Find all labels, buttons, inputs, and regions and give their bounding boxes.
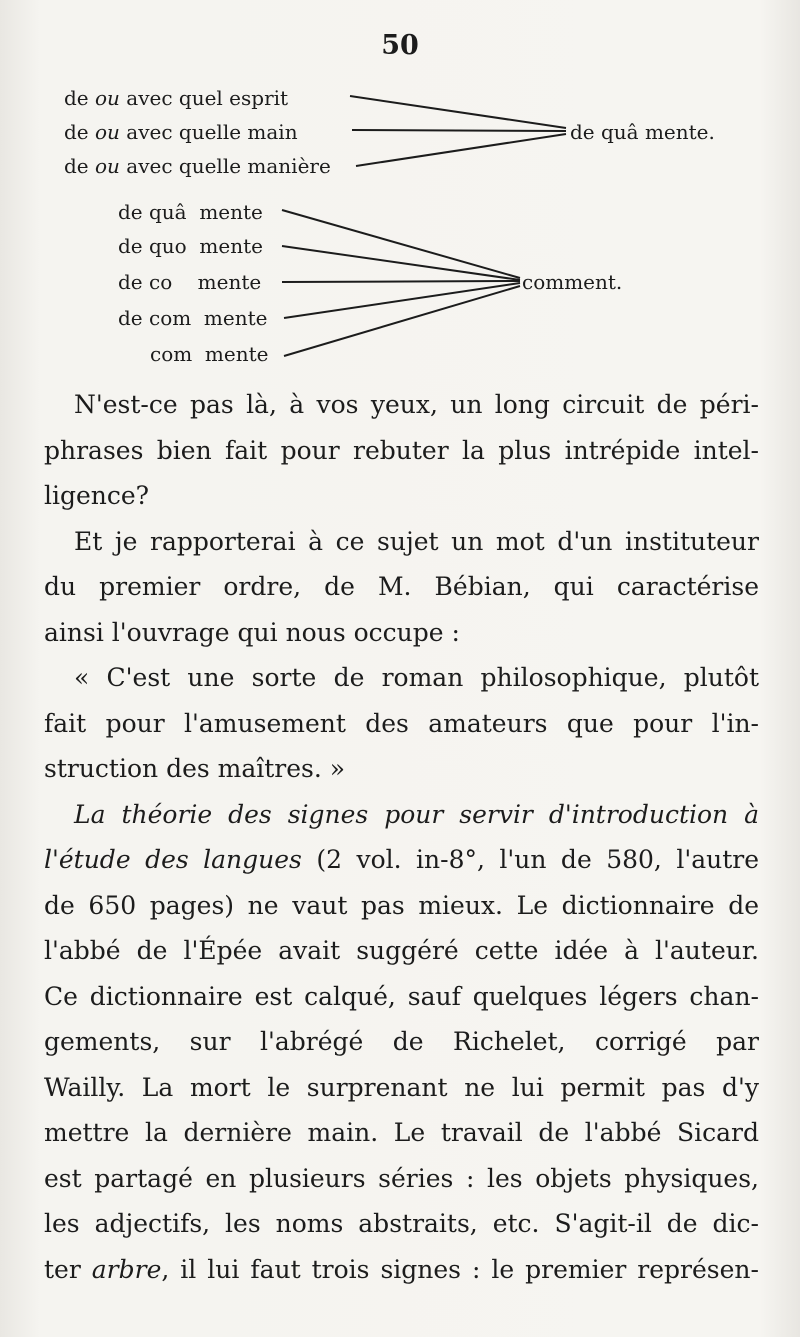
- derivation-step-2: de quo mente: [118, 234, 263, 258]
- text-line: Wailly. La mort le surprenant ne lui permit pas d'y: [44, 1072, 759, 1102]
- text-italic: ou: [95, 154, 120, 178]
- text: (2 vol. in-8°, l'un de 580, l'autre: [301, 845, 759, 874]
- derivation-step-5: com mente: [150, 342, 269, 366]
- text-line: les adjectifs, les noms abstraits, etc. S'agit-il de dic-: [44, 1209, 759, 1238]
- text: ter: [44, 1254, 92, 1284]
- body-text: [44, 382, 759, 1292]
- derivation-step-4: de com mente: [118, 306, 268, 330]
- connector-line: [284, 286, 520, 356]
- text: , il lui faut trois signes : le premier représen-: [161, 1254, 759, 1284]
- text-italic: ou: [95, 120, 120, 144]
- text-line: ainsi l'ouvrage qui nous occupe :: [44, 617, 460, 647]
- text-line: gements, sur l'abrégé de Richelet, corrigé par: [44, 1027, 759, 1056]
- text-line: fait pour l'amusement des amateurs que pour l'in-: [44, 708, 759, 738]
- text-line: N'est-ce pas là, à vos yeux, un long circuit de péri-: [74, 390, 759, 419]
- text-italic: ou: [95, 86, 120, 110]
- text-line: est partagé en plusieurs séries : les objets physiques,: [44, 1163, 759, 1193]
- text-line: ligence?: [44, 481, 150, 510]
- derivation-target-2: comment.: [522, 270, 623, 294]
- connector-line: [282, 210, 520, 278]
- text-line: Et je rapporterai à ce sujet un mot d'un instituteur: [74, 526, 759, 556]
- text-line: [44, 1247, 759, 1293]
- text-line: phrases bien fait pour rebuter la plus intrépide intel-: [44, 435, 759, 465]
- text-line: [44, 837, 759, 883]
- page-number: 50: [381, 30, 419, 61]
- connector-line: [282, 281, 520, 282]
- book-title-italic: La théorie des signes pour servir d'introduction à: [74, 799, 759, 829]
- derivation-target-1: de quâ mente.: [570, 120, 715, 144]
- book-title-italic: l'étude des langues: [44, 845, 302, 874]
- text: avec quelle manière: [119, 154, 331, 178]
- connector-line: [282, 246, 520, 280]
- derivation-step-1: de quâ mente: [118, 200, 263, 224]
- connector-line: [356, 134, 566, 166]
- text: de: [64, 154, 95, 178]
- text: de: [64, 86, 95, 110]
- text-line: du premier ordre, de M. Bébian, qui caractérise: [44, 572, 759, 601]
- paragraph-3: [44, 655, 759, 792]
- paragraph-1: [44, 382, 759, 519]
- text-line: struction des maîtres. »: [44, 754, 346, 783]
- derivation-step-3: de co mente: [118, 270, 262, 294]
- text-line: [44, 792, 759, 838]
- text-line: de 650 pages) ne vaut pas mieux. Le dictionnaire de: [44, 890, 759, 920]
- connector-line: [350, 96, 566, 128]
- paragraph-2: [44, 519, 759, 656]
- text: avec quel esprit: [119, 86, 289, 110]
- text-line: l'abbé de l'Épée avait suggéré cette idée à l'auteur.: [44, 936, 759, 965]
- connector-line: [352, 130, 566, 131]
- paragraph-4: [44, 792, 759, 1293]
- text-line: mettre la dernière main. Le travail de l'abbé Sicard: [44, 1118, 759, 1147]
- text: de: [64, 120, 95, 144]
- connector-line: [284, 283, 520, 318]
- text-line: Ce dictionnaire est calqué, sauf quelques légers chan-: [44, 981, 759, 1011]
- text-italic: arbre: [91, 1254, 162, 1284]
- text: avec quelle main: [119, 120, 298, 144]
- text-line: « C'est une sorte de roman philosophique, plutôt: [74, 663, 759, 692]
